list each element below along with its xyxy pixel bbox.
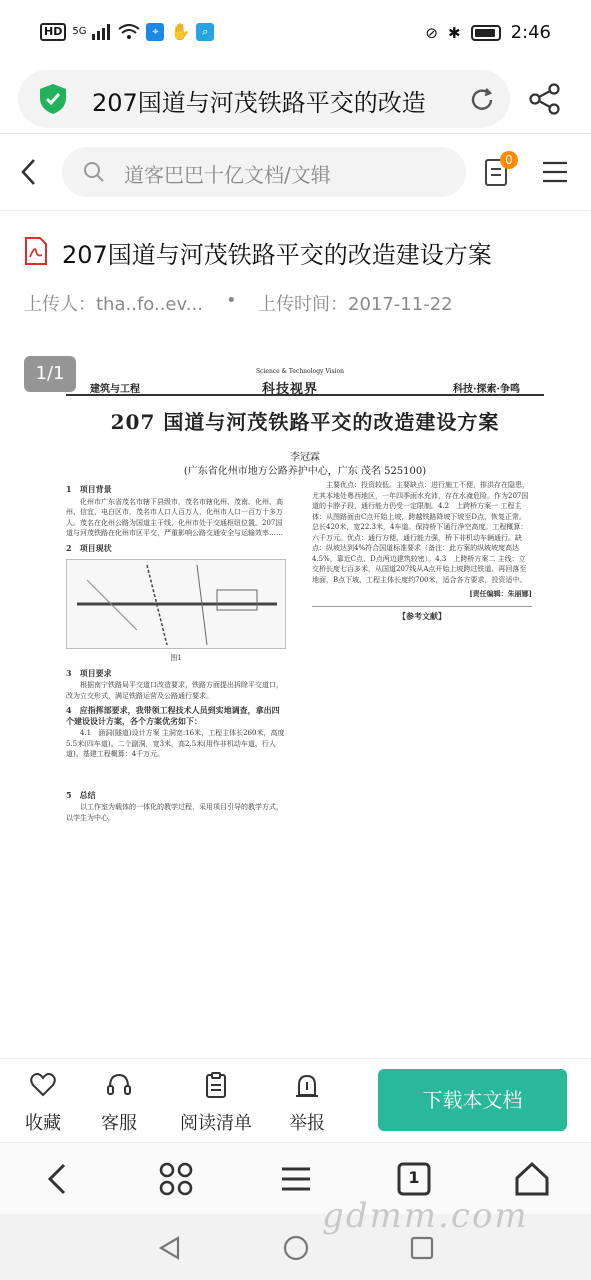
url-field[interactable] (18, 70, 510, 128)
doc-count-badge: 0 (500, 151, 518, 169)
download-button[interactable]: 下载本文档 (378, 1069, 567, 1131)
back-arrow-icon[interactable] (14, 155, 44, 189)
section-body: 以工作室为载体的一体化的教学过程，采用项目引导的教学方式，以学生为中心。 (66, 803, 283, 822)
references-heading: 【参考文献】 (312, 606, 532, 622)
paper-left-column (66, 480, 286, 823)
search-icon (82, 160, 106, 184)
editor-note: [责任编辑：朱丽娜] (469, 589, 532, 598)
menu-icon[interactable] (542, 161, 568, 183)
menu-lines-icon[interactable] (276, 1159, 316, 1199)
site-header (0, 135, 591, 211)
report-label: 举报 (289, 1113, 325, 1134)
browser-back-icon[interactable] (38, 1159, 78, 1199)
section-body: 根据南宁铁路局平交道口改造要求，铁路方面提出拆除平交道口，改为立交形式，满足铁路运营及公路通行要求。 (66, 681, 283, 700)
section-heading: 4 应指挥部要求，我带领工程技术人员到实地调查，拿出四个建设设计方案，各个方案优劣如下： (66, 705, 280, 726)
system-recents-icon[interactable] (408, 1234, 436, 1262)
system-back-icon[interactable] (156, 1234, 184, 1262)
search-notification-icon: ⌕ (196, 23, 214, 41)
signal-icon (92, 24, 112, 40)
section-heading: 2 项目现状 (66, 542, 112, 553)
search-input[interactable] (62, 147, 466, 197)
search-placeholder: 道客巴巴十亿文档/文辑 (124, 163, 331, 187)
figure-caption: 图1 (170, 654, 182, 662)
clock: 2:46 (510, 22, 551, 43)
hd-indicator: HD (40, 23, 66, 41)
heart-icon (29, 1071, 57, 1099)
document-title: 207国道与河茂铁路平交的改造建设方案 (62, 241, 492, 269)
section-heading: 5 总结 (66, 789, 96, 800)
section-heading: 3 项目要求 (66, 667, 112, 678)
vibrate-icon: ⊘ (425, 23, 438, 42)
pdf-icon (24, 237, 48, 265)
road-rail-diagram (67, 560, 285, 648)
address-bar (0, 66, 591, 134)
customer-service-label: 客服 (101, 1113, 137, 1134)
paper-affiliation: (广东省化州市地方公路养护中心，广东 茂名 525100) (183, 466, 427, 477)
bluetooth-icon: ✱ (448, 23, 461, 42)
section-body: 4.1 涵洞(隧道)设计方案 主洞宽:16米，工程主体长260米，高度5.5米(四车道)。二个副洞，宽3米，高2.5米(用作非机动车道、行人道)。基建工程概算：4千万元。 (66, 729, 285, 758)
status-bar (0, 0, 591, 66)
tabs-count: 1 (408, 1168, 420, 1187)
favorite-label: 收藏 (25, 1113, 61, 1134)
hand-icon: ✋ (170, 22, 191, 41)
paper-header-journal-en: Science & Technology Vision (256, 368, 344, 375)
customer-service-button[interactable] (84, 1071, 154, 1135)
home-icon[interactable] (512, 1159, 552, 1199)
system-home-icon[interactable] (282, 1234, 310, 1262)
reading-list-button[interactable] (176, 1071, 256, 1135)
document-action-bar (0, 1058, 591, 1142)
paper-right-column (312, 480, 532, 621)
signal-label: 5G (72, 26, 87, 37)
reading-list-label: 阅读清单 (180, 1113, 252, 1134)
reload-icon[interactable] (468, 86, 496, 114)
battery-icon (471, 25, 501, 41)
warning-icon (293, 1071, 321, 1099)
watermark: gdmm.com (322, 1196, 529, 1236)
page-indicator: 1/1 (24, 356, 76, 392)
favorite-button[interactable] (8, 1071, 78, 1135)
paper-title: 207 国道与河茂铁路平交的改造建设方案 (110, 410, 500, 434)
paper-author: 李冠霖 (290, 452, 320, 463)
paper-header-journal: 科技视界 (262, 382, 319, 397)
uploader: 上传人：tha..fo..ev... (24, 294, 203, 315)
section-body: 主要优点：投资较低。主要缺点：进行施工不便，排洪存在隐患，尤其本地处粤西地区，一年四季雨水充沛，存在水淹危险。作为207国道的卡脖子段，通行能力仍受一定限制。4.2 上跨桥方案一 工程主体：从图路面由C点开始上坡，跨越铁路降坡下坡至D点，恢复正常。总长420米，宽22.3米，4车道。保持桥下通行净空高度。工程概算：六千万元。优点：通行方便，通行能力强，桥下非机动车辆通行。缺点：纵坡达到4%符合国道标准要求（备注：此方案的纵坡坡度高达4.5%，靠近C点、D点两边建筑较密）。4.3 上跨桥方案二 主线：立交桥长度七百多米，从国道207线从A点开始上坡跨过铁道、再回落至地面，B点下坡，工程主体长度约700米，适合各方要求，投资适中。 (312, 481, 529, 584)
upload-time: 上传时间：2017-11-22 (258, 294, 453, 315)
wifi-icon (118, 24, 140, 40)
section-body: 化州市广东省茂名市辖下县级市，茂名市辖化州、茂南、化州、高州、信宜、电白区市，茂名市人口人百万人，化州市人口一百万十多万人。茂名在化州公路为国道主干线，化州市处于交通枢纽位置。207国道与河茂铁路在化州市区平交，严重影响公路交通安全与运输效率…… (66, 497, 283, 537)
apps-grid-icon[interactable] (156, 1159, 196, 1199)
report-button[interactable] (272, 1071, 342, 1135)
page-url-title: 207国道与河茂铁路平交的改造 (92, 89, 426, 117)
meta-separator: • (226, 290, 237, 311)
paper-header-left: 建筑与工程 (90, 384, 140, 395)
paper-header-right: 科技·探索·争鸣 (453, 384, 520, 395)
site-map-figure (66, 559, 286, 649)
app-notification-icon: ⌖ (146, 23, 164, 41)
section-heading: 1 项目背景 (66, 484, 112, 494)
clipboard-icon (202, 1071, 230, 1099)
secure-shield-icon (38, 83, 68, 115)
share-icon[interactable] (528, 82, 562, 116)
tabs-button[interactable] (394, 1159, 434, 1199)
paper-header (66, 366, 544, 396)
document-page-preview[interactable] (66, 358, 544, 1058)
headset-icon (105, 1071, 133, 1099)
